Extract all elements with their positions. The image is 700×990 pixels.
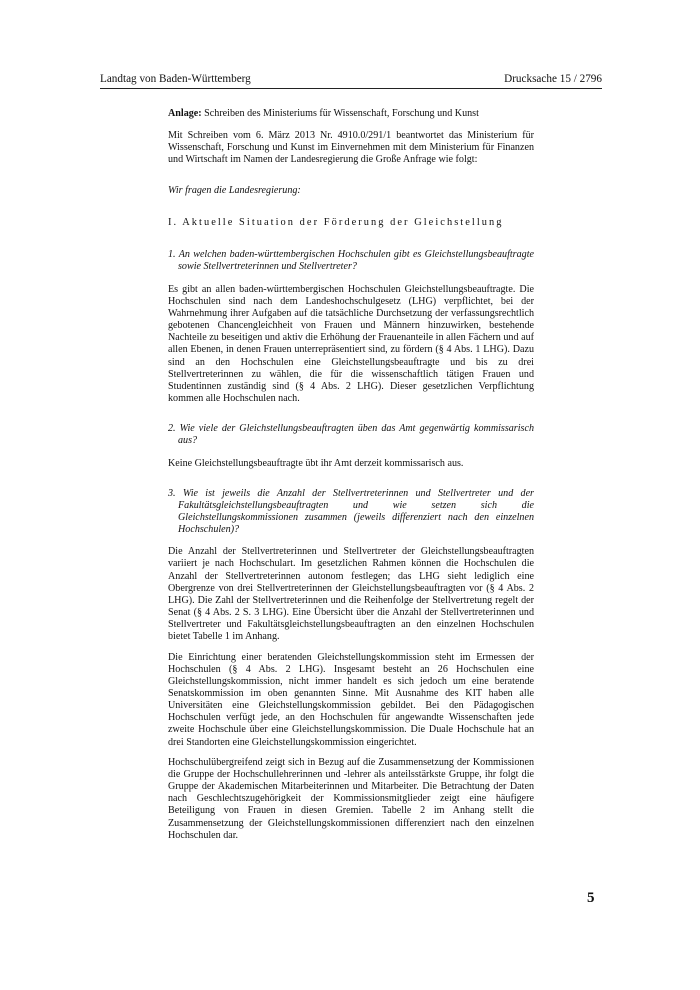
annex-label: Anlage: — [168, 108, 202, 119]
answer-3-paragraph-1: Die Anzahl der Stellvertreterinnen und Stellvertreter der Gleichstellungsbeauftragten variiert je nach Hochschulart. Im gesetzlichen Rahmen können die Hochschulen die Anzahl der Stellvertreterinnen autonom festlegen; das LHG sieht lediglich eine Obergrenze von drei Stellvertreterinnen der Gleichstellungsbeauftragten vor (§ 4 Abs. 2 LHG). Die Zahl der Stellvertreterinnen und die Reihenfolge der Stellvertretung regelt der Senat (§ 4 Abs. 2 S. 3 LHG). Eine Übersicht über die Anzahl der Stellvertreterinnen und Stellvertreter und Fakultätsgleichstellungsbeauftragten an den einzelnen Hochschulen bietet Tabelle 1 im Anhang. — [168, 546, 534, 643]
question-3: 3. Wie ist jeweils die Anzahl der Stellvertreterinnen und Stellvertreter und der Fakultätsgleichstellungsbeauftragten und wie setzen sich die Gleichstellungskommissionen zusammen (jeweils differenziert nach den einzelnen Hochschulen)? — [168, 487, 534, 536]
section-title: I. Aktuelle Situation der Förderung der Gleichstellung — [168, 216, 504, 228]
header-document-number: Drucksache 15 / 2796 — [504, 73, 602, 85]
answer-3-paragraph-2: Die Einrichtung einer beratenden Gleichstellungskommission steht im Ermessen der Hochschulen (§ 4 Abs. 2 LHG). Insgesamt besteht an 26 Hochschulen eine Gleichstellungskommission, nicht immer handelt es sich jedoch um eine beratende Senatskommission im oben genannten Sinne. Mit Ausnahme des KIT haben alle Universitäten eine Gleichstellungskommission gebildet. Bei den Pädagogischen Hochschulen verfügt jede, an den Hochschulen für angewandte Wissenschaften jede zweite Hochschule über eine Gleichstellungskommission. Die Duale Hochschule hat an drei Standorten eine Gleichstellungskommission eingerichtet. — [168, 651, 534, 748]
ask-line: Wir fragen die Landesregierung: — [168, 184, 301, 196]
letter-paragraph: Mit Schreiben vom 6. März 2013 Nr. 4910.0/291/1 beantwortet das Ministerium für Wissenschaft, Forschung und Kunst im Einvernehmen mit dem Ministerium für Finanzen und Wirtschaft im Namen der Landesregierung die Große Anfrage wie folgt: — [168, 130, 534, 166]
question-1: 1. An welchen baden-württembergischen Hochschulen gibt es Gleichstellungsbeauftragte sowie Stellvertreterinnen und Stellvertreter? — [168, 249, 534, 273]
answer-3-paragraph-3: Hochschulübergreifend zeigt sich in Bezug auf die Zusammensetzung der Kommissionen die Gruppe der Hochschullehrerinnen und -lehrer als anteilsstärkste Gruppe, ihr folgt die Gruppe der Akademischen Mitarbeiterinnen und Mitarbeiter. Die Betrachtung der Daten nach Geschlechtszugehörigkeit der Kommissionsmitglieder zeigt eine häufigere Beteiligung von Frauen in diesen Gremien. Tabelle 2 im Anhang stellt die Zusammensetzung der Gleichstellungskommissionen differenziert nach den einzelnen Hochschulen dar. — [168, 756, 534, 841]
answer-2: Keine Gleichstellungsbeauftragte übt ihr Amt derzeit kommissarisch aus. — [168, 457, 464, 469]
question-2: 2. Wie viele der Gleichstellungsbeauftragten üben das Amt gegenwärtig kommissarisch aus? — [168, 423, 534, 447]
annex-text: Schreiben des Ministeriums für Wissenschaft, Forschung und Kunst — [201, 108, 479, 119]
header-parliament: Landtag von Baden-Württemberg — [100, 73, 251, 85]
page-number: 5 — [587, 890, 595, 906]
running-header — [100, 73, 602, 89]
annex-line — [168, 108, 534, 120]
answer-1: Es gibt an allen baden-württembergischen Hochschulen Gleichstellungsbeauftragte. Die Hochschulen sind nach dem Landeshochschulgesetz (LHG) verpflichtet, bei der Wahrnehmung ihrer Aufgaben auf die tatsächliche Durchsetzung der verfassungsrechtlich gebotenen Chancengleichheit von Frauen und Männern hinzuwirken, bestehende Nachteile zu beseitigen und aktiv die Erhöhung der Frauenanteile in allen Fächern und auf allen Ebenen, in denen Frauen unterrepräsentiert sind, zu fördern (§ 4 Abs. 1 LHG). Dazu sind an den Hochschulen eine Gleichstellungsbeauftragte und bis zu drei Stellvertreterinnen zu wählen, die für die wissenschaftlich tätigen Frauen und Studentinnen zuständig sind (§ 4 Abs. 2 LHG). Dieser gesetzlichen Verpflichtung kommen alle Hochschulen nach. — [168, 283, 534, 405]
document-body — [168, 108, 534, 852]
